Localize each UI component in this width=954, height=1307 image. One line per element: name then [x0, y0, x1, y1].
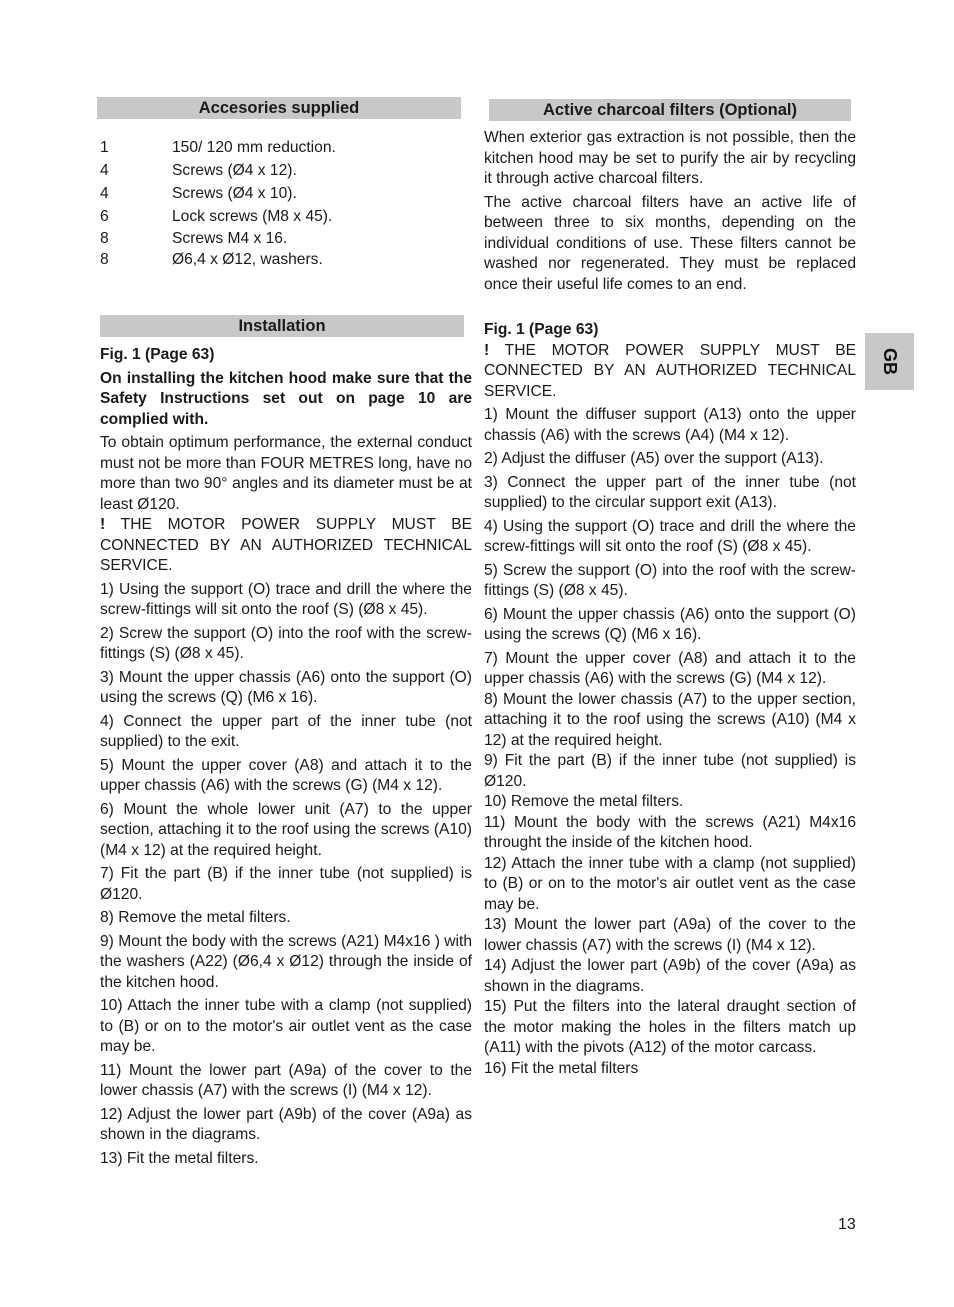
warning-icon: !: [484, 341, 490, 359]
accessory-qty: 6: [100, 208, 109, 225]
accessory-desc: Lock screws (M8 x 45).: [172, 208, 333, 225]
accessory-qty: 4: [100, 162, 109, 179]
installation-step: 9) Mount the body with the screws (A21) M4x16 ) with the washers (A22) (Ø6,4 x Ø12) through the inside of the kitchen hood.: [100, 932, 472, 991]
charcoal-step: 9) Fit the part (B) if the inner tube (not supplied) is Ø120.: [484, 752, 856, 790]
charcoal-fig-ref: Fig. 1 (Page 63): [484, 321, 599, 338]
charcoal-step: 16) Fit the metal filters: [484, 1059, 639, 1077]
accessory-desc: Screws (Ø4 x 12).: [172, 162, 297, 179]
installation-step: 7) Fit the part (B) if the inner tube (not supplied) is Ø120.: [100, 865, 472, 903]
accessories-heading: Accesories supplied: [97, 97, 461, 119]
charcoal-step: 7) Mount the upper cover (A8) and attach it to the upper chassis (A6) with the screws (G) (M4 x 12).: [484, 649, 856, 687]
charcoal-step: 10) Remove the metal filters.: [484, 793, 684, 810]
list-item: [100, 228, 472, 249]
charcoal-step: 8) Mount the lower chassis (A7) to the upper section, attaching it to the roof using the screws (A10) (M4 x 12) at the required height.: [484, 690, 856, 749]
installation-step: 1) Using the support (O) trace and drill the where the screw-fittings will sit onto the roof (S) (Ø8 x 45).: [100, 580, 472, 618]
charcoal-step: 1) Mount the diffuser support (A13) onto the upper chassis (A6) with the screws (A4) (M4 x 12).: [484, 406, 856, 444]
installation-step: 2) Screw the support (O) into the roof with the screw-fittings (S) (Ø8 x 45).: [100, 624, 472, 662]
installation-intro: To obtain optimum performance, the external conduct must not be more than FOUR METRES long, have no more than two 90° angles and its diameter must be at least Ø120.: [100, 434, 472, 513]
installation-step: 12) Adjust the lower part (A9b) of the cover (A9a) as shown in the diagrams.: [100, 1105, 472, 1143]
language-tab-label: GB: [880, 348, 900, 375]
warning-text: THE MOTOR POWER SUPPLY MUST BE CONNECTED BY AN AUTHORIZED TECHNICAL SERVICE.: [484, 341, 856, 400]
charcoal-step: 2) Adjust the diffuser (A5) over the support (A13).: [484, 450, 824, 467]
list-item: [100, 182, 472, 205]
left-column: [100, 97, 472, 1172]
installation-step: 11) Mount the lower part (A9a) of the cover to the lower chassis (A7) with the screws (I) (M4 x 12).: [100, 1061, 472, 1099]
list-item: [100, 205, 472, 228]
accessory-qty: 8: [100, 251, 109, 268]
warning-text: THE MOTOR POWER SUPPLY MUST BE CONNECTED BY AN AUTHORIZED TECHNICAL SERVICE.: [100, 516, 472, 574]
accessory-qty: 8: [100, 230, 109, 247]
list-item: [100, 136, 472, 159]
charcoal-step: 12) Attach the inner tube with a clamp (not supplied) to (B) or on to the motor's air outlet vent as the case may be.: [484, 854, 856, 913]
installation-step: 5) Mount the upper cover (A8) and attach it to the upper chassis (A6) with the screws (G) (M4 x 12).: [100, 756, 472, 794]
charcoal-paragraph: The active charcoal filters have an active life of between three to six months, depending on the individual conditions of use. These filters cannot be washed nor regenerated. They must be replaced once their useful life comes to an end.: [484, 193, 856, 293]
charcoal-step: 14) Adjust the lower part (A9b) of the cover (A9a) as shown in the diagrams.: [484, 957, 856, 995]
installation-warning: [100, 515, 472, 577]
installation-step: 8) Remove the metal filters.: [100, 909, 291, 926]
safety-note: On installing the kitchen hood make sure that the Safety Instructions set out on page 10 are complied with.: [100, 369, 472, 428]
charcoal-step: 4) Using the support (O) trace and drill the where the screw-fittings will sit onto the roof (S) (Ø8 x 45).: [484, 517, 856, 555]
charcoal-paragraph: When exterior gas extraction is not possible, then the kitchen hood may be set to purify the air by recycling it through active charcoal filters.: [484, 129, 856, 187]
list-item: [100, 159, 472, 182]
installation-step: 13) Fit the metal filters.: [100, 1149, 259, 1167]
installation-step: 10) Attach the inner tube with a clamp (not supplied) to (B) or on to the motor's air outlet vent as the case may be.: [100, 997, 472, 1055]
installation-fig-ref: Fig. 1 (Page 63): [100, 346, 215, 363]
charcoal-step: 5) Screw the support (O) into the roof with the screw-fittings (S) (Ø8 x 45).: [484, 561, 856, 599]
installation-step: 3) Mount the upper chassis (A6) onto the support (O) using the screws (Q) (M6 x 16).: [100, 668, 472, 706]
charcoal-step: 15) Put the filters into the lateral draught section of the motor making the holes in the filters match up (A11) with the pivots (A12) of the motor carcass.: [484, 998, 856, 1056]
charcoal-step: 6) Mount the upper chassis (A6) onto the support (O) using the screws (Q) (M6 x 16).: [484, 605, 856, 643]
accessory-desc: 150/ 120 mm reduction.: [172, 139, 336, 156]
installation-step: 6) Mount the whole lower unit (A7) to the upper section, attaching it to the roof using the screws (A10) (M4 x 12) at the required height.: [100, 800, 472, 859]
charcoal-warning: [484, 341, 856, 403]
installation-step: 4) Connect the upper part of the inner tube (not supplied) to the exit.: [100, 712, 472, 750]
installation-heading: Installation: [100, 315, 464, 337]
accessory-desc: Screws M4 x 16.: [172, 230, 288, 247]
charcoal-step: 3) Connect the upper part of the inner tube (not supplied) to the circular support exit (A13).: [484, 473, 856, 511]
charcoal-heading: Active charcoal filters (Optional): [489, 99, 851, 121]
accessory-desc: Ø6,4 x Ø12, washers.: [172, 251, 323, 268]
list-item: [100, 249, 472, 270]
accessories-list: [100, 136, 472, 270]
accessory-desc: Screws (Ø4 x 10).: [172, 185, 297, 202]
accessory-qty: 4: [100, 185, 109, 202]
charcoal-step: 13) Mount the lower part (A9a) of the cover to the lower chassis (A7) with the screws (I) (M4 x 12).: [484, 916, 856, 954]
language-tab: [865, 333, 914, 390]
warning-icon: !: [100, 516, 106, 533]
accessory-qty: 1: [100, 139, 109, 156]
charcoal-step: 11) Mount the body with the screws (A21) M4x16 throught the inside of the kitchen hood.: [484, 813, 856, 851]
right-column: [484, 99, 856, 1082]
page-number: 13: [838, 1216, 856, 1233]
